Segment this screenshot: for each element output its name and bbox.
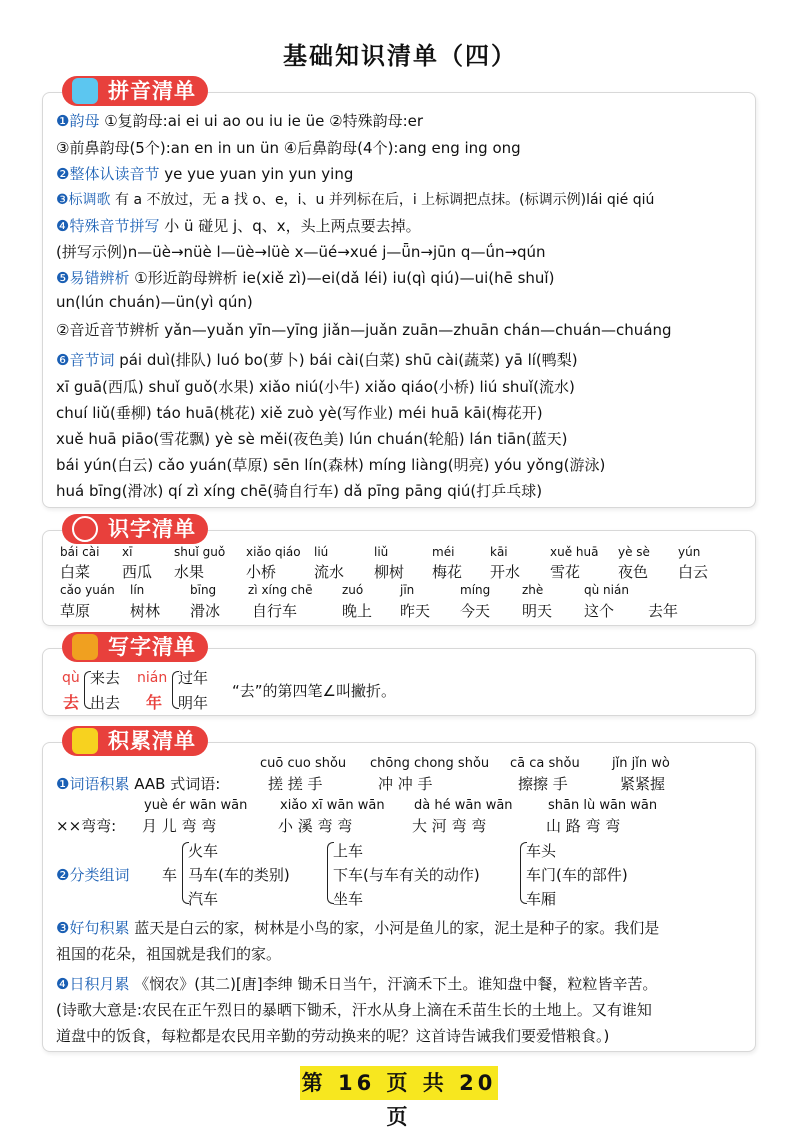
jilei-header-text: 积累清单 bbox=[108, 729, 196, 753]
shizi-header-text: 识字清单 bbox=[108, 517, 196, 541]
shizi-word: 白云 bbox=[678, 563, 709, 581]
shizi-pinyin: míng bbox=[460, 583, 491, 597]
wan-pinyin: dà hé wān wān bbox=[414, 798, 513, 813]
fenlei-word: 汽车 bbox=[188, 890, 219, 908]
jilei-header bbox=[62, 726, 208, 756]
pinyin-header bbox=[62, 76, 208, 106]
shizi-pinyin: xuě huā bbox=[550, 545, 599, 559]
text: 《悯农》(其二)[唐]李绅 锄禾日当午，汗滴禾下土。谁知盘中餐，粒粒皆辛苦。 bbox=[129, 975, 658, 993]
shizi-word: 滑冰 bbox=[190, 602, 221, 620]
riji-row-2 bbox=[56, 999, 652, 1020]
fenlei-word: 车厢 bbox=[526, 890, 557, 908]
xiezi-word: 出去 bbox=[90, 694, 121, 712]
shizi-word: 开水 bbox=[490, 563, 521, 581]
shizi-pinyin: zhè bbox=[522, 583, 544, 597]
aab-intro: AAB 式词语: bbox=[134, 775, 221, 793]
shizi-pinyin: yún bbox=[678, 545, 701, 559]
shizi-word: 流水 bbox=[314, 563, 345, 581]
pinyin-line-12 bbox=[56, 402, 543, 423]
xiezi-word: 明年 bbox=[178, 694, 209, 712]
text: 道盘中的饭食，每粒都是农民用辛勤的劳动换来的呢？这首诗告诫我们要爱惜粮食。) bbox=[56, 1027, 610, 1045]
text: pái duì(排队) luó bo(萝卜) bái cài(白菜) shū cài(蔬菜) yā lí(鸭梨) bbox=[114, 351, 578, 369]
aab-pinyin: chōng chong shǒu bbox=[370, 756, 490, 771]
fenlei-word: 火车 bbox=[188, 842, 219, 860]
shizi-word: 去年 bbox=[648, 602, 679, 620]
text: 祖国的花朵，祖国就是我们的家。 bbox=[56, 945, 282, 963]
fenlei-word: 车门(车的部件) bbox=[526, 866, 628, 884]
fenlei-word: 上车 bbox=[333, 842, 364, 860]
text: 蓝天是白云的家，树林是小鸟的家，小河是鱼儿的家，泥土是种子的家。我们是 bbox=[129, 919, 660, 937]
shizi-pinyin: xī bbox=[122, 545, 133, 559]
label-yunmu: ❶韵母 bbox=[56, 112, 100, 130]
text: bái yún(白云) cǎo yuán(草原) sēn lín(森林) míng liàng(明亮) yóu yǒng(游泳) bbox=[56, 456, 606, 474]
wan-pinyin: yuè ér wān wān bbox=[144, 798, 248, 813]
pinyin-line-5 bbox=[56, 215, 421, 236]
shizi-word: 水果 bbox=[174, 563, 205, 581]
shizi-pinyin: lín bbox=[130, 583, 145, 597]
pinyin-line-7 bbox=[56, 267, 554, 288]
fenlei-word: 车头 bbox=[526, 842, 557, 860]
shizi-word: 草原 bbox=[60, 602, 91, 620]
text: ye yue yuan yin yun ying bbox=[159, 165, 354, 183]
xiezi-icon bbox=[72, 634, 98, 660]
text: un(lún chuán)—ün(yì qún) bbox=[56, 293, 253, 311]
aab-word: 紧紧握 bbox=[620, 775, 666, 793]
pinyin-line-11 bbox=[56, 376, 575, 397]
shizi-word: 雪花 bbox=[550, 563, 581, 581]
fenlei-word: 坐车 bbox=[333, 890, 364, 908]
shizi-word: 明天 bbox=[522, 602, 553, 620]
shizi-word: 西瓜 bbox=[122, 563, 153, 581]
pinyin-line-9 bbox=[56, 319, 672, 340]
shizi-pinyin: kāi bbox=[490, 545, 508, 559]
wan-word: 山 路 弯 弯 bbox=[546, 817, 621, 835]
wan-word: 月 儿 弯 弯 bbox=[142, 817, 217, 835]
pinyin-line-15 bbox=[56, 480, 542, 501]
pinyin-line-2 bbox=[56, 137, 521, 158]
fenlei-char: 车 bbox=[162, 866, 178, 884]
xiezi-py-1: qù bbox=[62, 670, 80, 686]
label-haoju: ❸好句积累 bbox=[56, 919, 130, 937]
shizi-word: 夜色 bbox=[618, 563, 649, 581]
text: huá bīng(滑冰) qí zì xíng chē(骑自行车) dǎ pīng pāng qiú(打乒乓球) bbox=[56, 482, 543, 500]
shizi-pinyin: xiǎo qiáo bbox=[246, 545, 301, 559]
shizi-pinyin: shuǐ guǒ bbox=[174, 545, 226, 559]
shizi-word: 白菜 bbox=[60, 563, 91, 581]
pinyin-line-13 bbox=[56, 428, 568, 449]
page-title: 基础知识清单（四） bbox=[283, 42, 517, 70]
shizi-header bbox=[62, 514, 208, 544]
xiezi-word: 过年 bbox=[178, 669, 209, 687]
shizi-word: 今天 bbox=[460, 602, 491, 620]
xiezi-py-2: nián bbox=[137, 670, 168, 686]
text: (诗歌大意是:农民在正午烈日的暴晒下锄禾，汗水从身上滴在禾苗生长的土地上。又有谁知 bbox=[56, 1001, 652, 1019]
jilei-icon bbox=[72, 728, 98, 754]
wan-row bbox=[56, 815, 116, 836]
pinyin-line-3 bbox=[56, 163, 353, 184]
shizi-icon bbox=[72, 516, 98, 542]
shizi-word: 梅花 bbox=[432, 563, 463, 581]
pinyin-line-4 bbox=[56, 189, 654, 209]
label-riji: ❹日积月累 bbox=[56, 975, 130, 993]
text: ①形近韵母辨析 ie(xiě zì)—ei(dǎ léi) iu(qì qiú)—ui(hē shuǐ) bbox=[129, 269, 555, 287]
pinyin-icon bbox=[72, 78, 98, 104]
shizi-pinyin: zì xíng chē bbox=[248, 583, 313, 597]
wan-pinyin: xiǎo xī wān wān bbox=[280, 798, 385, 813]
xiezi-char-1: 去 bbox=[63, 693, 80, 712]
xiezi-header-text: 写字清单 bbox=[108, 635, 196, 659]
haoju-row-2 bbox=[56, 943, 281, 964]
text: chuí liǔ(垂柳) táo huā(桃花) xiě zuò yè(写作业) méi huā kāi(梅花开) bbox=[56, 404, 543, 422]
fenlei-row bbox=[56, 864, 129, 885]
xiezi-word: 来去 bbox=[90, 669, 121, 687]
aab-word: 擦擦 手 bbox=[518, 775, 568, 793]
xiezi-header bbox=[62, 632, 208, 662]
aab-word: 搓 搓 手 bbox=[268, 775, 323, 793]
label-yicuo: ❺易错辨析 bbox=[56, 269, 130, 287]
page-indicator: 第 16 页 共 20 页 bbox=[300, 1066, 498, 1100]
label-biaodiao: ❸标调歌 bbox=[56, 192, 111, 208]
text: 有 a 不放过，无 a 找 o、e，i、u 并列标在后，i 上标调把点抹。(标调示例)lái qié qiú bbox=[110, 192, 655, 208]
shizi-pinyin: cǎo yuán bbox=[60, 583, 115, 597]
label-fenlei: ❷分类组词 bbox=[56, 866, 130, 884]
pinyin-line-6 bbox=[56, 241, 546, 262]
shizi-pinyin: bái cài bbox=[60, 545, 100, 559]
shizi-pinyin: zuó bbox=[342, 583, 364, 597]
text: xī guā(西瓜) shuǐ guǒ(水果) xiǎo niú(小牛) xiǎo qiáo(小桥) liú shuǐ(流水) bbox=[56, 378, 575, 396]
pinyin-line-10 bbox=[56, 349, 578, 370]
label-zhengti: ❷整体认读音节 bbox=[56, 165, 160, 183]
pinyin-line-14 bbox=[56, 454, 605, 475]
aab-pinyin: cuō cuo shǒu bbox=[260, 756, 347, 771]
wan-intro: ××弯弯: bbox=[56, 817, 117, 835]
aab-row bbox=[56, 773, 220, 794]
text: ③前鼻韵母(5个):an en in un ün ④后鼻韵母(4个):ang eng ing ong bbox=[56, 139, 521, 157]
shizi-pinyin: méi bbox=[432, 545, 455, 559]
shizi-pinyin: qù nián bbox=[584, 583, 629, 597]
shizi-pinyin: jīn bbox=[400, 583, 415, 597]
riji-row bbox=[56, 973, 657, 994]
riji-row-3 bbox=[56, 1025, 609, 1046]
shizi-word: 树林 bbox=[130, 602, 161, 620]
shizi-pinyin: liǔ bbox=[374, 545, 389, 559]
shizi-word: 这个 bbox=[584, 602, 615, 620]
text: 小 ü 碰见 j、q、x，头上两点要去掉。 bbox=[159, 217, 421, 235]
shizi-word: 昨天 bbox=[400, 602, 431, 620]
shizi-word: 小桥 bbox=[246, 563, 277, 581]
shizi-word: 自行车 bbox=[252, 602, 298, 620]
wan-word: 小 溪 弯 弯 bbox=[278, 817, 353, 835]
pinyin-line-8 bbox=[56, 293, 253, 311]
wan-pinyin: shān lù wān wān bbox=[548, 798, 658, 813]
shizi-word: 柳树 bbox=[374, 563, 405, 581]
fenlei-word: 马车(车的类别) bbox=[188, 866, 290, 884]
pinyin-line-1 bbox=[56, 110, 423, 131]
haoju-row bbox=[56, 917, 659, 938]
shizi-word: 晚上 bbox=[342, 602, 373, 620]
text: ②音近音节辨析 yǎn—yuǎn yīn—yīng jiǎn—juǎn zuān—zhuān chán—chuán—chuáng bbox=[56, 321, 672, 339]
aab-word: 冲 冲 手 bbox=[378, 775, 433, 793]
wan-word: 大 河 弯 弯 bbox=[412, 817, 487, 835]
label-yinjieci: ❻音节词 bbox=[56, 351, 115, 369]
text: xuě huā piāo(雪花飘) yè sè měi(夜色美) lún chuán(轮船) lán tiān(蓝天) bbox=[56, 430, 568, 448]
shizi-pinyin: yè sè bbox=[618, 545, 650, 559]
aab-pinyin: cā ca shǒu bbox=[510, 756, 580, 771]
xiezi-char-2: 年 bbox=[146, 693, 163, 712]
label-teshu: ❹特殊音节拼写 bbox=[56, 217, 160, 235]
text: ①复韵母:ai ei ui ao ou iu ie üe ②特殊韵母:er bbox=[99, 112, 424, 130]
aab-pinyin: jǐn jǐn wò bbox=[612, 756, 670, 771]
xiezi-note: “去”的第四笔∠叫撇折。 bbox=[232, 682, 396, 700]
fenlei-word: 下车(与车有关的动作) bbox=[333, 866, 480, 884]
pinyin-header-text: 拼音清单 bbox=[108, 79, 196, 103]
text: (拼写示例)n—üè→nüè l—üè→lüè x—üé→xué j—ǖn→jūn q—ǘn→qún bbox=[56, 243, 546, 261]
shizi-pinyin: liú bbox=[314, 545, 329, 559]
shizi-pinyin: bīng bbox=[190, 583, 217, 597]
label-ciyu: ❶词语积累 bbox=[56, 775, 130, 793]
